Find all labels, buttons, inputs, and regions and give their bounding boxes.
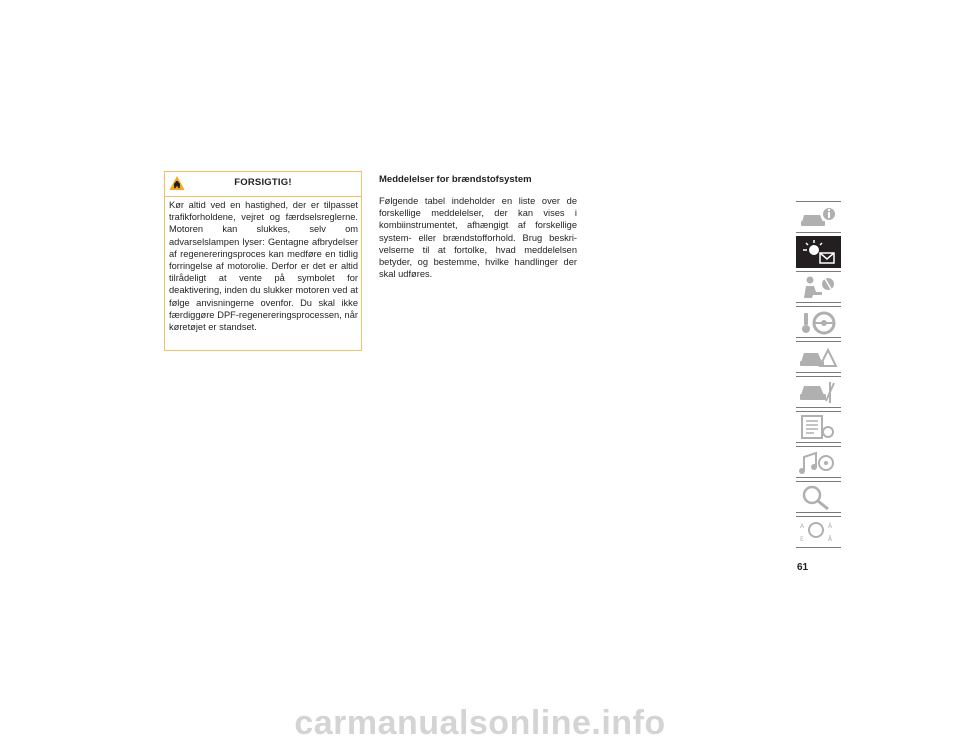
tab-car-info[interactable] [796, 201, 841, 233]
svg-text:Ä: Ä [828, 523, 833, 530]
section-heading: Meddelelser for brændstofsystem [379, 174, 532, 185]
caution-header [165, 172, 361, 197]
page-number: 61 [797, 562, 809, 573]
warning-light-message-icon [798, 239, 838, 266]
svg-text:E: E [800, 536, 804, 543]
tab-servicing[interactable] [796, 376, 841, 408]
caution-box [164, 171, 362, 351]
index-search-icon [798, 484, 838, 511]
svg-text:A: A [800, 523, 805, 530]
tab-specifications[interactable] [796, 411, 841, 443]
specifications-list-icon [798, 414, 838, 441]
airbag-safety-icon [798, 274, 838, 301]
multimedia-audio-icon [798, 449, 838, 476]
tab-warning-lights[interactable] [796, 236, 841, 268]
caution-text: Kør altid ved en hastighed, der er tilpasset trafikforholdene, vejret og færdselsreglerne. Motoren kan slukkes, selv om advarselslampen lyser: Gentagne afbrydelser af regenereringsproces kan medføre en tidlig forringelse af motorolie. Derfor er det er altid tilrådeligt at vente på symbolet for deaktivering, inden du slukker motoren ved at følge anvisningerne ovenfor. Du skal ikke færdiggøre DPF-regenereringsprocessen, når køretøjet er standset. [169, 200, 358, 333]
language-translation-icon [798, 519, 838, 546]
car-service-tools-icon [798, 379, 838, 406]
tab-index[interactable] [796, 481, 841, 513]
caution-title: FORSIGTIG! [234, 177, 292, 188]
tab-safety[interactable] [796, 271, 841, 303]
car-hazard-triangle-icon [798, 344, 838, 371]
section-body: Følgende tabel indeholder en liste over de forskellige meddelelser, der kan vises i kombiinstrumentet, afhængigt af forskellige system- eller brændstofforhold. Brug beskri-velserne til at fortolke, hvad meddelelsen betyder, og bestemme, hvilke handlinger der skal udføres. [379, 196, 577, 280]
car-info-icon [798, 204, 838, 231]
tab-emergency[interactable] [796, 341, 841, 373]
watermark: carmanualsonline.info [294, 704, 666, 742]
tab-languages[interactable] [796, 516, 841, 548]
steering-wheel-key-icon [798, 309, 838, 336]
tab-starting-driving[interactable] [796, 306, 841, 338]
svg-text:Å: Å [828, 536, 833, 543]
tab-multimedia[interactable] [796, 446, 841, 478]
